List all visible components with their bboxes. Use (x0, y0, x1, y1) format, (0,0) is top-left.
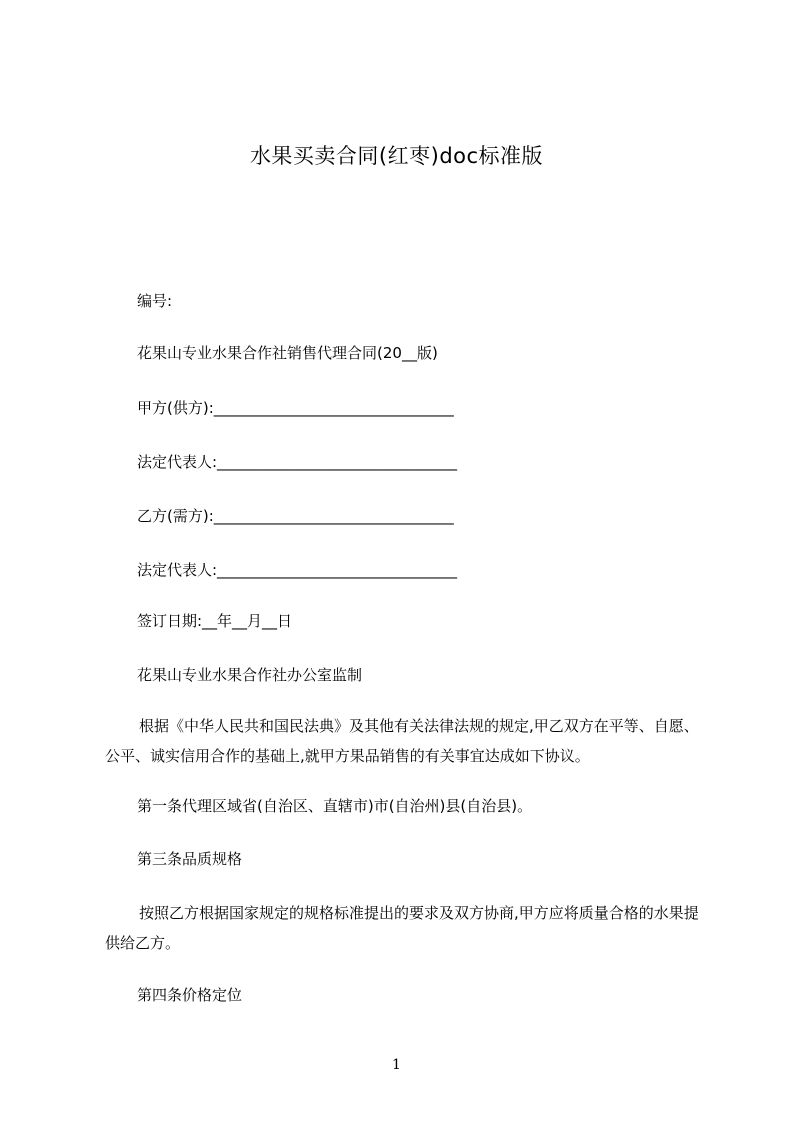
party-b-line: 乙方(需方):________________________________ (137, 507, 454, 525)
intro-paragraph: 根据《中华人民共和国民法典》及其他有关法律法规的规定,甲乙双方在平等、自愿、公平、诚实信用合作的基础上,就甲方果品销售的有关事宜达成如下协议。 (105, 717, 699, 765)
article-1: 第一条代理区域省(自治区、直辖市)市(自治州)县(自治县)。 (137, 797, 533, 815)
party-b-representative-line: 法定代表人:________________________________ (137, 561, 458, 579)
article-3-body: 按照乙方根据国家规定的规格标准提出的要求及双方协商,甲方应将质量合格的水果提供给乙方。 (105, 904, 699, 952)
supervisor-line: 花果山专业水果合作社办公室监制 (137, 666, 363, 684)
page-number: 1 (392, 1057, 401, 1073)
contract-number-label: 编号: (137, 292, 173, 310)
sign-date-line: 签订日期:__年__月__日 (137, 612, 293, 630)
article-4-title: 第四条价格定位 (137, 986, 243, 1004)
party-a-representative-line: 法定代表人:________________________________ (137, 453, 458, 471)
party-a-line: 甲方(供方):________________________________ (137, 399, 454, 417)
contract-name: 花果山专业水果合作社销售代理合同(20__版) (137, 344, 438, 362)
document-title: 水果买卖合同(红枣)doc标准版 (249, 144, 544, 168)
article-3-title: 第三条品质规格 (137, 850, 243, 868)
